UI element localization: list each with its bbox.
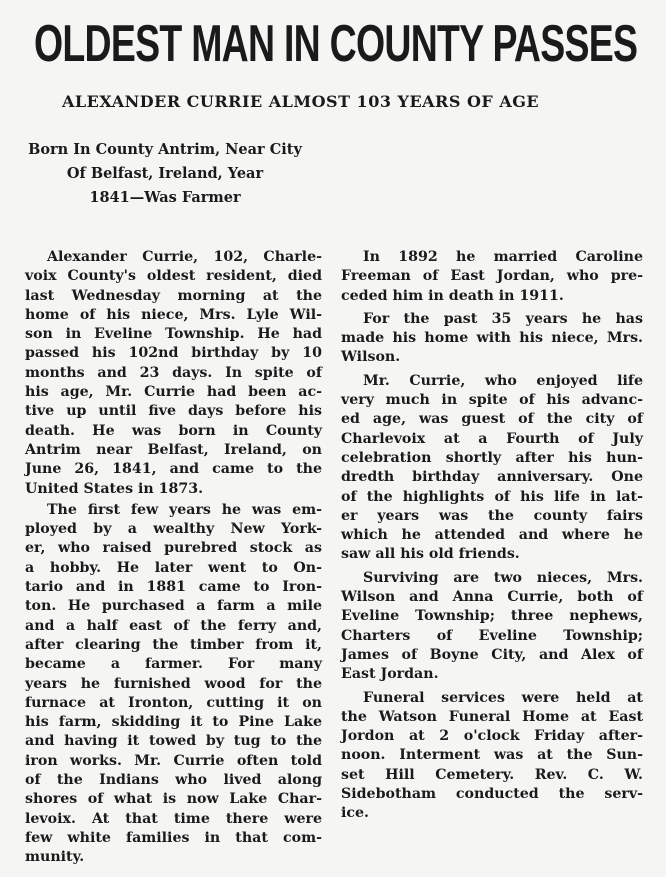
text-line: made his home with his niece, Mrs. [341, 330, 643, 347]
paragraph [25, 248, 322, 499]
text-line: er, who raised purebred stock as [25, 540, 322, 557]
text-line: few white families in that com- [25, 829, 322, 846]
text-line: ceded him in death in 1911. [341, 287, 564, 304]
text-line: years he furnished wood for the [25, 675, 322, 692]
text-line: months and 23 days. In spite of [25, 364, 322, 381]
text-line: Surviving are two nieces, Mrs. [363, 569, 643, 586]
text-line: of the Indians who lived along [25, 772, 322, 789]
text-line: Funeral services were held at [363, 689, 643, 706]
text-line: noon. Interment was at the Sun- [341, 747, 643, 764]
headline: OLDEST MAN IN COUNTY PASSES [34, 15, 638, 73]
text-line: Wilson. [341, 349, 401, 366]
text-line: Jordon at 2 o'clock Friday after- [341, 728, 643, 745]
paragraph [341, 569, 643, 685]
text-line: his farm, skidding it to Pine Lake [25, 714, 322, 731]
text-line: set Hill Cemetery. Rev. C. W. [341, 766, 643, 783]
text-line: levoix. At that time there were [25, 810, 322, 827]
text-line: his age, Mr. Currie had been ac- [25, 384, 322, 401]
text-line: became a farmer. For many [25, 656, 322, 673]
text-line: Charlevoix at a Fourth of July [341, 430, 643, 447]
text-line: East Jordan. [341, 666, 439, 683]
text-line: of the highlights of his life in lat- [341, 488, 643, 505]
text-line: dredth birthday anniversary. One [341, 469, 643, 486]
text-line: ton. He purchased a farm a mile [25, 598, 322, 615]
text-line: Alexander Currie, 102, Charle- [47, 249, 322, 265]
text-line: Wilson and Anna Currie, both of [341, 589, 643, 606]
text-line: passed his 102nd birthday by 10 [25, 345, 322, 362]
text-line: Freeman of East Jordan, who pre- [341, 268, 643, 285]
text-line: tario and in 1881 came to Iron- [25, 579, 322, 596]
text-line: last Wednesday morning at the [25, 287, 322, 304]
text-line: which he attended and where he [341, 527, 643, 544]
text-line: ployed by a wealthy New York- [25, 521, 322, 538]
text-line: voix County's oldest resident, died [25, 268, 322, 285]
text-line: Mr. Currie, who enjoyed life [363, 372, 643, 389]
paragraph [341, 310, 643, 368]
text-line: a hobby. He later went to On- [25, 559, 322, 576]
deck-line: Born In County Antrim, Near City [28, 141, 302, 158]
text-line: Sidebotham conducted the serv- [341, 786, 643, 803]
text-line: er years was the county fairs [341, 507, 643, 524]
text-line: furnace at Ironton, cutting it on [25, 694, 322, 711]
text-line: after clearing the timber from it, [25, 636, 322, 653]
text-line: saw all his old friends. [341, 546, 520, 563]
article-column-2 [341, 248, 643, 824]
paragraph [341, 248, 643, 306]
text-line: tive up until five days before his [25, 403, 322, 420]
text-line: home of his niece, Mrs. Lyle Wil- [25, 306, 322, 323]
deck-line: 1841—Was Farmer [89, 189, 241, 206]
text-line: very much in spite of his advanc- [341, 392, 643, 409]
deck [10, 138, 320, 210]
paragraph [341, 372, 643, 565]
text-line: celebration shortly after his hun- [341, 449, 643, 466]
text-line: shores of what is now Lake Char- [25, 791, 322, 808]
text-line: munity. [25, 849, 85, 866]
text-line: June 26, 1841, and came to the [25, 461, 322, 478]
article-column-1 [25, 248, 322, 868]
text-line: son in Eveline Township. He had [25, 326, 322, 343]
text-line: James of Boyne City, and Alex of [341, 646, 643, 663]
deck-line: Of Belfast, Ireland, Year [66, 165, 264, 182]
text-line: For the past 35 years he has [363, 310, 643, 327]
text-line: Eveline Township; three nephews, [341, 608, 643, 625]
paragraph [25, 501, 322, 868]
paragraph [341, 689, 643, 824]
text-line: and a half east of the ferry and, [25, 617, 322, 634]
text-line: United States in 1873. [25, 480, 204, 497]
text-line: ice. [341, 805, 369, 822]
text-line: ed age, was guest of the city of [341, 411, 643, 428]
text-line: In 1892 he married Caroline [363, 249, 643, 265]
text-line: iron works. Mr. Currie often told [25, 752, 322, 769]
text-line: death. He was born in County [25, 422, 322, 439]
subheadline: ALEXANDER CURRIE ALMOST 103 YEARS OF AGE [62, 92, 540, 111]
text-line: the Watson Funeral Home at East [341, 708, 643, 725]
text-line: Charters of Eveline Township; [341, 627, 643, 644]
text-line: The first few years he was em- [47, 501, 322, 518]
text-line: Antrim near Belfast, Ireland, on [25, 441, 322, 458]
text-line: and having it towed by tug to the [25, 733, 322, 750]
